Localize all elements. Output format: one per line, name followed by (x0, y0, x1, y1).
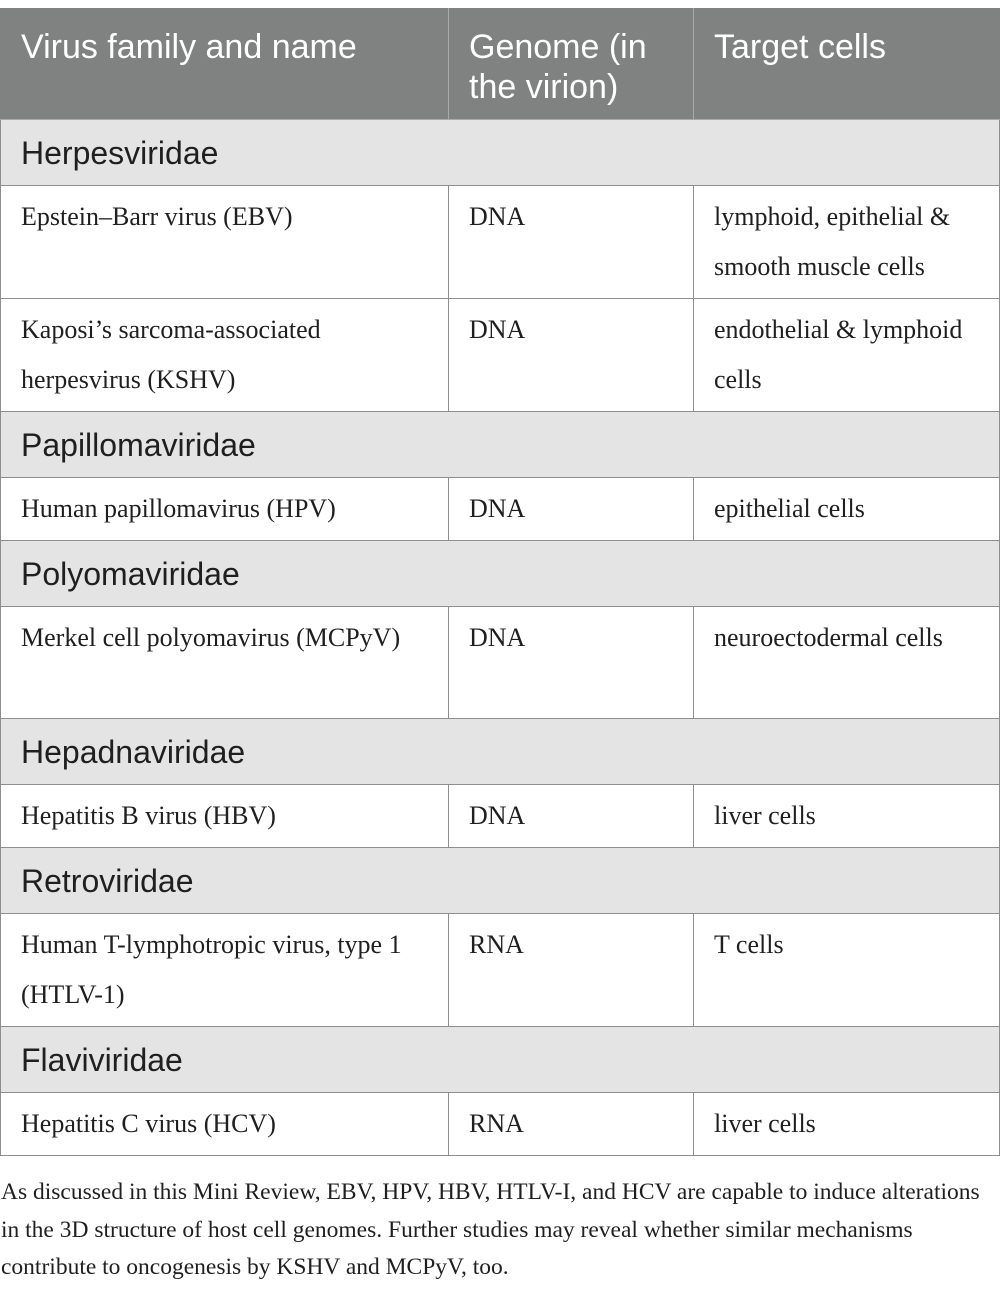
table-row (1, 914, 1000, 1027)
table-row (1, 785, 1000, 848)
virus-name: Hepatitis B virus (HBV) (1, 785, 449, 848)
genome-type: RNA (449, 1093, 694, 1156)
family-name: Hepadnaviridae (1, 719, 1000, 785)
column-header-genome: Genome (in the virion) (449, 9, 694, 120)
genome-type: DNA (449, 785, 694, 848)
target-cells: lymphoid, epithelial & smooth muscle cells (694, 186, 1000, 299)
table-header (1, 9, 1000, 120)
table-row (1, 478, 1000, 541)
target-cells: liver cells (694, 785, 1000, 848)
family-row (1, 848, 1000, 914)
family-name: Papillomaviridae (1, 412, 1000, 478)
target-cells: T cells (694, 914, 1000, 1027)
target-cells: neuroectodermal cells (694, 607, 1000, 719)
column-header-target-cells: Target cells (694, 9, 1000, 120)
family-name: Polyomaviridae (1, 541, 1000, 607)
virus-name: Human papillomavirus (HPV) (1, 478, 449, 541)
family-row (1, 1027, 1000, 1093)
table-row (1, 1093, 1000, 1156)
genome-type: DNA (449, 299, 694, 412)
family-row (1, 719, 1000, 785)
target-cells: epithelial cells (694, 478, 1000, 541)
table-row (1, 299, 1000, 412)
virus-name: Human T-lymphotropic virus, type 1 (HTLV-1) (1, 914, 449, 1027)
family-name: Retroviridae (1, 848, 1000, 914)
family-row (1, 412, 1000, 478)
target-cells: liver cells (694, 1093, 1000, 1156)
target-cells: endothelial & lymphoid cells (694, 299, 1000, 412)
genome-type: DNA (449, 478, 694, 541)
virus-name: Kaposi’s sarcoma-associated herpesvirus (KSHV) (1, 299, 449, 412)
header-row (1, 9, 1000, 120)
table-body (1, 120, 1000, 1156)
genome-type: DNA (449, 607, 694, 719)
column-header-virus: Virus family and name (1, 9, 449, 120)
genome-type: RNA (449, 914, 694, 1027)
genome-type: DNA (449, 186, 694, 299)
table-footnote: As discussed in this Mini Review, EBV, HPV, HBV, HTLV-I, and HCV are capable to induce alterations in the 3D structure of host cell genomes. Further studies may reveal whether similar mechanisms contribute to oncogenesis by KSHV and MCPyV, too. (1, 1179, 980, 1280)
virus-name: Merkel cell polyomavirus (MCPyV) (1, 607, 449, 719)
virus-name: Epstein–Barr virus (EBV) (1, 186, 449, 299)
family-row (1, 120, 1000, 186)
virus-table (0, 8, 1000, 1156)
table-row (1, 607, 1000, 719)
virus-name: Hepatitis C virus (HCV) (1, 1093, 449, 1156)
family-row (1, 541, 1000, 607)
family-name: Herpesviridae (1, 120, 1000, 186)
table-row (1, 186, 1000, 299)
family-name: Flaviviridae (1, 1027, 1000, 1093)
